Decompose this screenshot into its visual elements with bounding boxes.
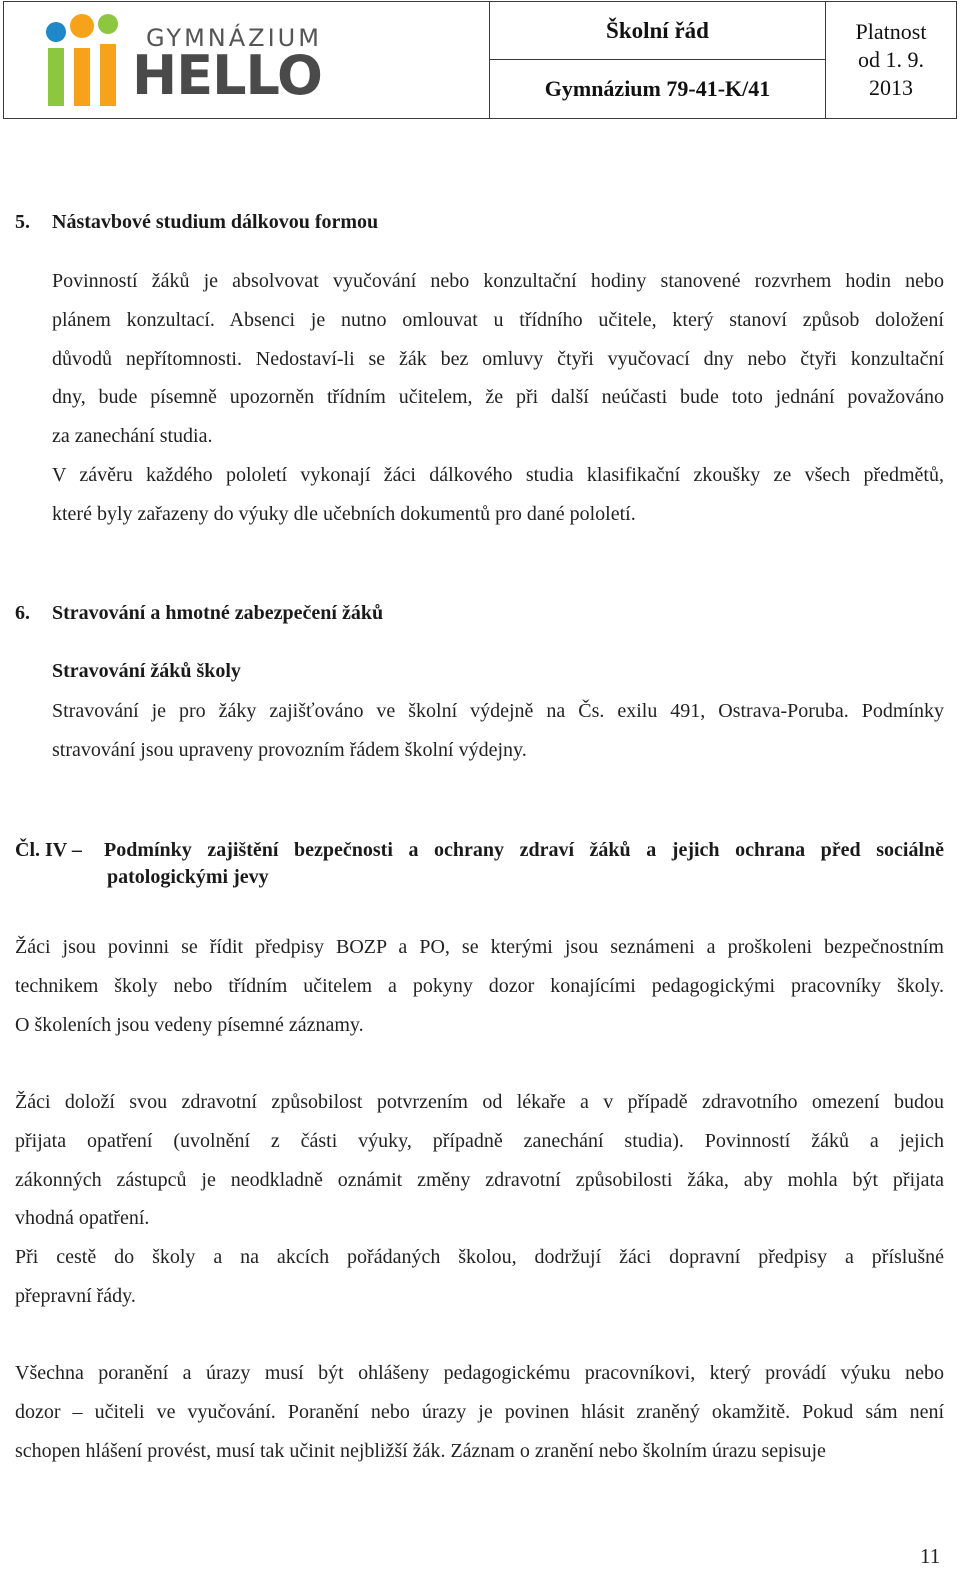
- text-line: přijata opatření (uvolnění z části výuky, případně zanechání studia). Povinností žáků a jejich: [15, 1129, 944, 1152]
- validity-line: Platnost: [855, 19, 927, 44]
- text-line: Při cestě do školy a na akcích pořádaných školou, dodržují žáci dopravní předpisy a příslušné: [15, 1246, 944, 1269]
- text-line: Povinností žáků je absolvovat vyučování nebo konzultační hodiny stanovené rozvrhem hodin nebo: [52, 270, 944, 292]
- text-line: zákonných zástupců je neodkladně oznámit změny zdravotní způsobilosti žáka, aby mohla být přijata: [15, 1168, 944, 1191]
- logo-word-hello: HELLO: [132, 44, 322, 107]
- text-line: O školeních jsou vedeny písemné záznamy.: [15, 1013, 364, 1036]
- header-title-block: [490, 2, 826, 118]
- article-label: Čl. IV –: [15, 839, 82, 861]
- article-heading-cont: patologickými jevy: [107, 866, 269, 888]
- paragraph: [52, 262, 944, 534]
- text-line: Všechna poranění a úrazy musí být ohlášeny pedagogickému pracovníkovi, který provádí výuku nebo: [15, 1362, 944, 1384]
- page-number: 11: [920, 1544, 941, 1568]
- document-title: Školní řád: [490, 2, 825, 60]
- text-line: dny, bude písemně upozorněn třídním učitelem, že při další neúčasti bude toto jednání považováno: [52, 386, 944, 409]
- validity-line: od 1. 9.: [858, 47, 924, 72]
- subsection-heading: Stravování žáků školy: [52, 660, 241, 682]
- text-line: V závěru každého pololetí vykonají žáci dálkového studia klasifikační zkoušky ze všech předmětů,: [52, 463, 944, 486]
- document-header: [3, 1, 957, 119]
- section-heading: Stravování a hmotné zabezpečení žáků: [52, 602, 384, 624]
- paragraph: [15, 1083, 944, 1316]
- text-line: které byly zařazeny do výuky dle učebních dokumentů pro dané pololetí.: [52, 502, 636, 525]
- text-line: Žáci jsou povinni se řídit předpisy BOZP a PO, se kterými jsou seznámeni a proškoleni bezpečnostním: [15, 936, 944, 958]
- text-line: Stravování je pro žáky zajišťováno ve školní výdejně na Čs. exilu 491, Ostrava-Poruba. Podmínky: [52, 700, 944, 722]
- text-line: vhodná opatření.: [15, 1207, 150, 1230]
- text-line: důvodů nepřítomnosti. Nedostaví-li se žák bez omluvy čtyři vyučovací dny nebo čtyři konzultační: [52, 347, 944, 370]
- text-line: stravování jsou upraveny provozním řádem školní výdejny.: [52, 738, 527, 761]
- section-number: 6.: [15, 602, 30, 624]
- text-line: technikem školy nebo třídním učitelem a pokyny dozor konajícími pedagogickými pracovníky školy.: [15, 974, 944, 997]
- school-logo: [4, 2, 490, 118]
- text-line: Žáci doloží svou zdravotní způsobilost potvrzením od lékaře a v případě zdravotního omezení budou: [15, 1091, 944, 1113]
- article-heading: Podmínky zajištění bezpečnosti a ochrany zdraví žáků a jejich ochrana před sociálně: [104, 839, 944, 861]
- text-line: dozor – učiteli ve vyučování. Poranění nebo úrazy je povinen hlásit zraněný okamžitě. Pokud sám není: [15, 1400, 944, 1423]
- text-line: za zanechání studia.: [52, 425, 213, 448]
- text-line: přepravní řády.: [15, 1284, 136, 1307]
- section-heading: Nástavbové studium dálkovou formou: [52, 211, 379, 233]
- paragraph: [15, 1354, 944, 1470]
- logo-word-gymnazium: GYMNÁZIUM: [146, 24, 322, 52]
- validity-line: 2013: [869, 75, 913, 100]
- paragraph: [15, 928, 944, 1044]
- paragraph: [52, 692, 944, 770]
- section-number: 5.: [15, 211, 30, 233]
- validity-block: [826, 2, 956, 118]
- text-line: plánem konzultací. Absenci je nutno omlouvat u třídního učitele, který stanoví způsob doložení: [52, 308, 944, 331]
- document-subtitle: Gymnázium 79-41-K/41: [544, 76, 771, 101]
- text-line: schopen hlášení provést, musí tak učinit nejbližší žák. Záznam o zranění nebo školním úrazu sepisuje: [15, 1439, 826, 1462]
